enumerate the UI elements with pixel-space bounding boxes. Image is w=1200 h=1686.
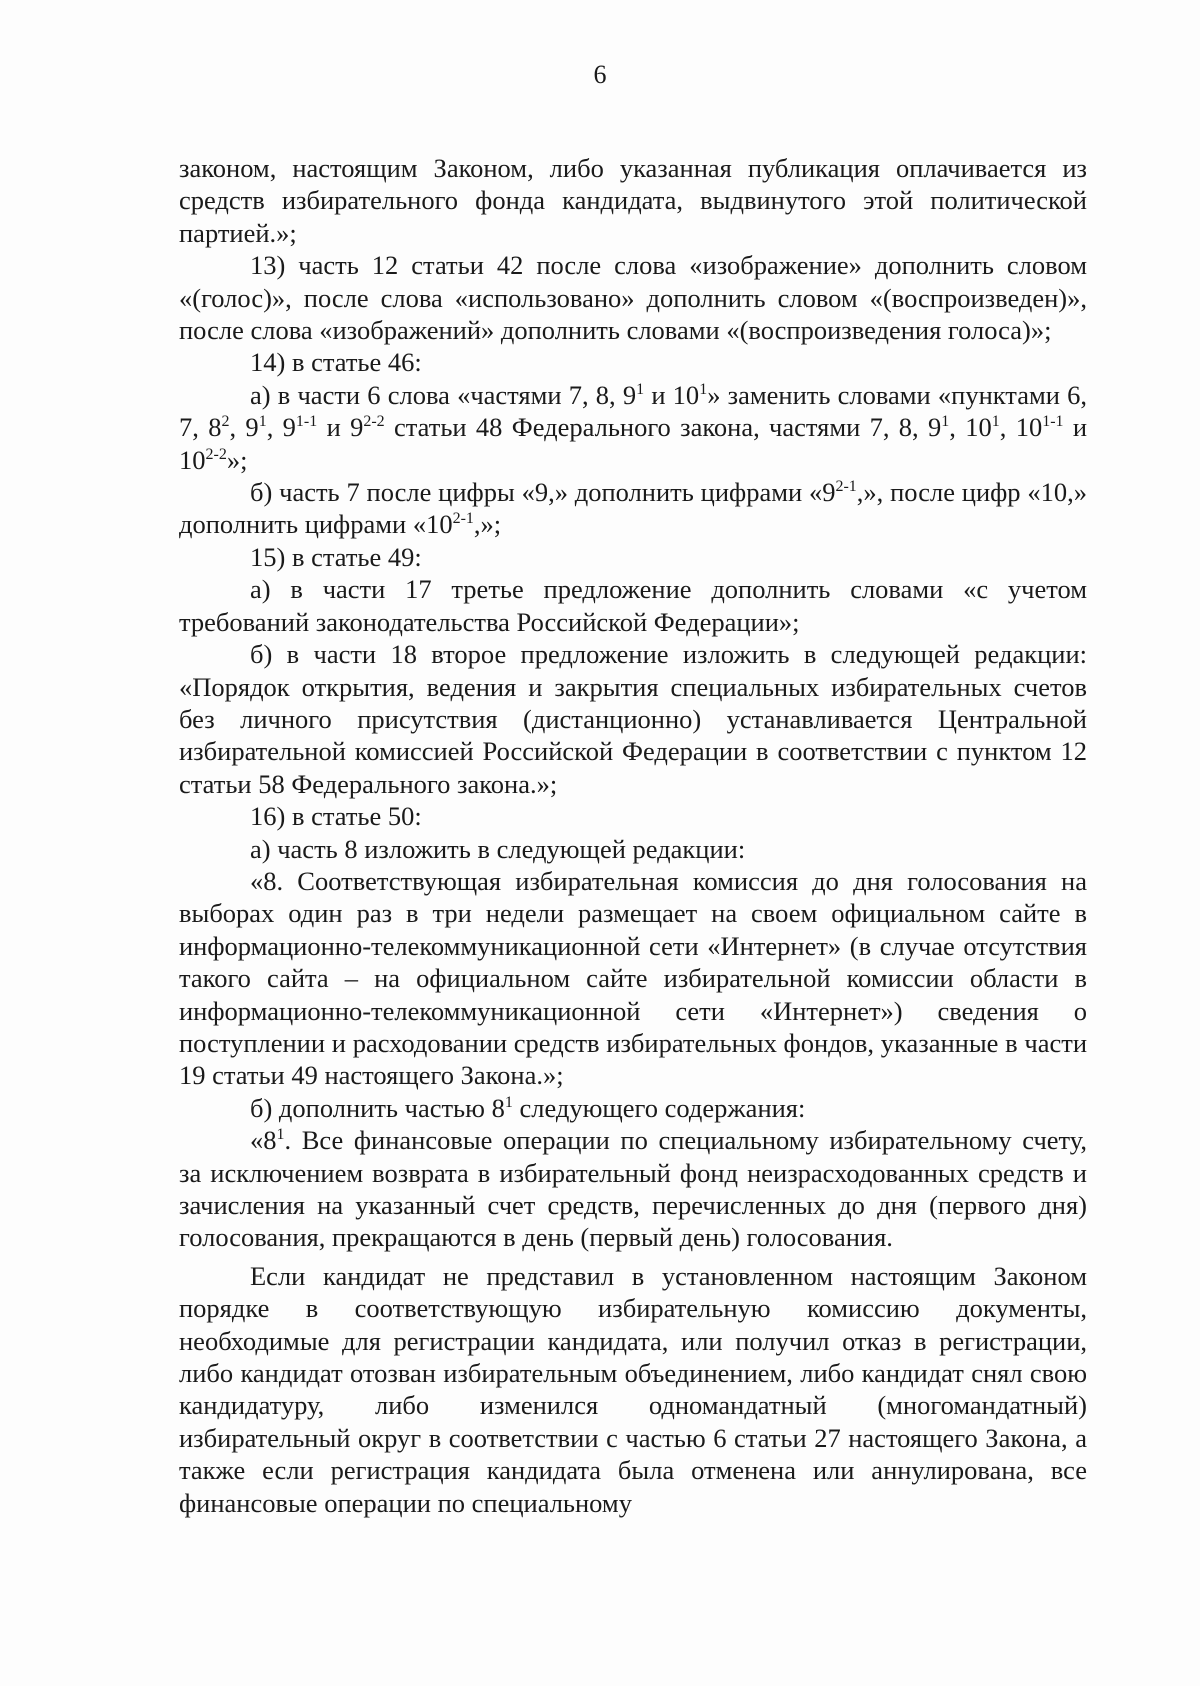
text-run: и 10 — [644, 379, 700, 410]
superscript-index: 2-1 — [452, 510, 474, 528]
superscript-index: 1-1 — [1042, 413, 1064, 431]
paragraph-item-16b — [179, 1092, 1087, 1124]
text-run: , 10 — [949, 412, 992, 443]
superscript-index: 2 — [221, 413, 230, 431]
paragraph-item-16: 16) в статье 50: — [250, 801, 422, 832]
paragraph-part-8-1 — [179, 1124, 1087, 1254]
paragraph-candidate-conditions: Если кандидат не представил в установленном настоящим Законом порядке в соответствующую избирательную комиссию документы, необходимые для регистрации кандидата, или получил отказ в регистрации, либо кандидат отозван избирательным объединением, либо кандидат снял свою кандидатуру, либо изменился одномандатный (многомандатный) избирательный округ в соответствии с частью 6 статьи 27 настоящего Закона, а также если регистрация кандидата была отменена или аннулирована, все финансовые операции по специальному — [179, 1260, 1087, 1518]
paragraph-item-15a: а) в части 17 третье предложение дополнить словами «с учетом требований законодательства Российской Федерации»; — [179, 574, 1087, 637]
superscript-index: 1 — [699, 381, 708, 399]
paragraph-item-14: 14) в статье 46: — [250, 347, 422, 378]
superscript-index: 1 — [941, 413, 950, 431]
paragraph-item-16a: а) часть 8 изложить в следующей редакции: — [250, 833, 746, 864]
page-number: 6 — [593, 60, 607, 89]
paragraph-item-15: 15) в статье 49: — [250, 541, 422, 572]
superscript-index: 1-1 — [295, 413, 318, 431]
superscript-index: 1 — [258, 413, 267, 431]
paragraph-part-8: «8. Соответствующая избирательная комиссия до дня голосования на выборах один раз в три недели размещает на своем официальном сайте в информационно-телекоммуникационной сети «Интернет» (в случае отсутствия такого сайта – на официальном сайте избирательной комиссии области в информационно-телекоммуникационной сети «Интернет») сведения о поступлении и расходовании средств избирательных фондов, указанные в части 19 статьи 49 настоящего Закона.»; — [179, 865, 1087, 1091]
paragraph-continuation: законом, настоящим Законом, либо указанная публикация оплачивается из средств избирательного фонда кандидата, выдвинутого этой политической партией.»; — [179, 153, 1087, 248]
paragraph-item-14a — [179, 379, 1087, 476]
paragraph-item-15b: б) в части 18 второе предложение изложить в следующей редакции: «Порядок открытия, ведения и закрытия специальных избирательных счетов без личного присутствия (дистанционно) устанавливается Центральной избирательной комиссией Российской Федерации в соответствии с пунктом 12 статьи 58 Федерального закона.»; — [179, 639, 1087, 799]
paragraph-item-14b — [179, 476, 1087, 541]
text-run: , 9 — [266, 412, 296, 443]
text-run: а) в части 6 слова «частями 7, 8, 9 — [250, 379, 637, 410]
text-run: , 9 — [229, 412, 259, 443]
text-run: » заменить словами «пунктами 6, 7, 8 — [179, 379, 1087, 443]
superscript-index: 1 — [276, 1126, 285, 1144]
text-run: »; — [226, 444, 248, 475]
text-run: б) часть 7 после цифры «9,» дополнить цифрами «9 — [250, 477, 836, 508]
superscript-index: 1 — [991, 413, 1000, 431]
text-run: статьи 48 Федерального закона, частями 7, 8, 9 — [384, 412, 942, 443]
text-run: б) дополнить частью 8 — [250, 1092, 505, 1123]
paragraph-item-13: 13) часть 12 статьи 42 после слова «изображение» дополнить словом «(голос)», после слова «использовано» дополнить словом «(воспроизведен)», после слова «изображений» дополнить словами «(воспроизведения голоса)»; — [179, 250, 1087, 346]
text-run: и 9 — [317, 412, 364, 443]
superscript-index: 1 — [504, 1093, 513, 1111]
superscript-index: 2-1 — [835, 478, 857, 496]
superscript-index: 2-2 — [363, 413, 385, 431]
text-run: , 10 — [999, 412, 1043, 443]
superscript-index: 2-2 — [205, 445, 227, 463]
superscript-index: 1 — [636, 381, 645, 399]
document-body — [179, 152, 1087, 1519]
text-run: . Все финансовые операции по специальному избирательному счету, за исключением возврата в избирательный фонд неизрасходованных средств и зачисления на указанный счет средств, перечисленных до дня (первого дня) голосования, прекращаются в день (первый день) голосования. — [179, 1125, 1087, 1253]
text-run: ,»; — [473, 509, 502, 540]
text-run: «8 — [250, 1125, 277, 1156]
text-run: ,», после цифр «10,» дополнить цифрами «10 — [179, 477, 1087, 540]
text-run: и 10 — [179, 412, 1088, 475]
text-run: следующего содержания: — [512, 1092, 806, 1123]
